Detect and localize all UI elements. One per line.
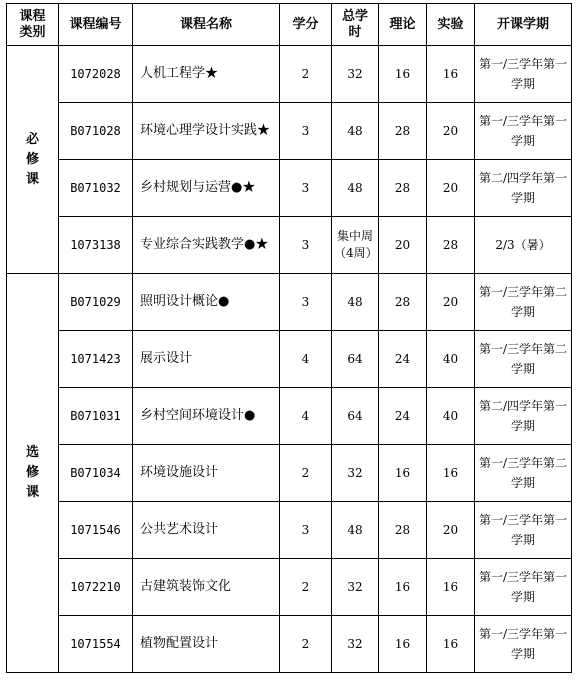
course-name: 植物配置设计 (133, 616, 280, 673)
course-code: B071029 (59, 274, 133, 331)
course-hours: 48 (332, 274, 379, 331)
course-theory: 16 (379, 445, 427, 502)
course-code: B071034 (59, 445, 133, 502)
course-code: 1071423 (59, 331, 133, 388)
course-code: 1072210 (59, 559, 133, 616)
course-credit: 2 (280, 445, 332, 502)
header-theory: 理论 (379, 4, 427, 46)
course-code: B071031 (59, 388, 133, 445)
course-lab: 16 (427, 616, 475, 673)
course-lab: 20 (427, 274, 475, 331)
table-row (7, 217, 572, 274)
course-credit: 4 (280, 388, 332, 445)
header-lab: 实验 (427, 4, 475, 46)
header-code: 课程编号 (59, 4, 133, 46)
table-row (7, 559, 572, 616)
course-lab: 20 (427, 103, 475, 160)
header-hours: 总学时 (332, 4, 379, 46)
table-row (7, 46, 572, 103)
course-name: 环境心理学设计实践★ (133, 103, 280, 160)
course-hours: 32 (332, 616, 379, 673)
course-code: 1073138 (59, 217, 133, 274)
course-code: B071028 (59, 103, 133, 160)
course-credit: 3 (280, 274, 332, 331)
course-credit: 2 (280, 616, 332, 673)
course-theory: 24 (379, 388, 427, 445)
course-code: 1072028 (59, 46, 133, 103)
course-code: 1071546 (59, 502, 133, 559)
course-credit: 3 (280, 217, 332, 274)
course-theory: 28 (379, 103, 427, 160)
course-theory: 16 (379, 616, 427, 673)
course-hours: 48 (332, 502, 379, 559)
course-semester: 第一/三学年第一学期 (475, 46, 572, 103)
course-theory: 24 (379, 331, 427, 388)
course-semester: 第一/三学年第一学期 (475, 502, 572, 559)
course-name: 乡村空间环境设计● (133, 388, 280, 445)
course-semester: 第一/三学年第二学期 (475, 274, 572, 331)
course-credit: 4 (280, 331, 332, 388)
table-row (7, 388, 572, 445)
header-credit: 学分 (280, 4, 332, 46)
course-credit: 2 (280, 46, 332, 103)
course-semester: 第一/三学年第二学期 (475, 445, 572, 502)
table-row (7, 274, 572, 331)
course-lab: 16 (427, 46, 475, 103)
category-cell-required: 必修课 (7, 46, 59, 274)
course-hours: 64 (332, 331, 379, 388)
course-hours: 48 (332, 103, 379, 160)
course-hours: 集中周（4周） (332, 217, 379, 274)
course-name: 专业综合实践教学●★ (133, 217, 280, 274)
course-code: B071032 (59, 160, 133, 217)
course-name: 乡村规划与运营●★ (133, 160, 280, 217)
course-hours: 64 (332, 388, 379, 445)
course-lab: 28 (427, 217, 475, 274)
category-cell-elective: 选修课 (7, 274, 59, 673)
course-lab: 20 (427, 160, 475, 217)
course-lab: 40 (427, 331, 475, 388)
course-semester: 第一/三学年第一学期 (475, 559, 572, 616)
course-name: 环境设施设计 (133, 445, 280, 502)
header-semester: 开课学期 (475, 4, 572, 46)
course-code: 1071554 (59, 616, 133, 673)
course-credit: 3 (280, 160, 332, 217)
course-semester: 2/3（暑） (475, 217, 572, 274)
header-name: 课程名称 (133, 4, 280, 46)
course-lab: 16 (427, 445, 475, 502)
course-credit: 3 (280, 103, 332, 160)
course-hours: 32 (332, 559, 379, 616)
table-row (7, 445, 572, 502)
course-semester: 第一/三学年第一学期 (475, 103, 572, 160)
header-category: 课程类别 (7, 4, 59, 46)
course-credit: 3 (280, 502, 332, 559)
course-table (6, 3, 572, 673)
table-row (7, 331, 572, 388)
course-name: 展示设计 (133, 331, 280, 388)
course-theory: 28 (379, 502, 427, 559)
course-lab: 20 (427, 502, 475, 559)
course-theory: 16 (379, 559, 427, 616)
course-lab: 40 (427, 388, 475, 445)
course-theory: 28 (379, 274, 427, 331)
course-lab: 16 (427, 559, 475, 616)
table-row (7, 502, 572, 559)
course-name: 照明设计概论● (133, 274, 280, 331)
table-row (7, 616, 572, 673)
course-semester: 第一/三学年第二学期 (475, 331, 572, 388)
header-row (7, 4, 572, 46)
course-hours: 48 (332, 160, 379, 217)
course-theory: 20 (379, 217, 427, 274)
course-theory: 28 (379, 160, 427, 217)
table-row (7, 103, 572, 160)
course-name: 人机工程学★ (133, 46, 280, 103)
table-row (7, 160, 572, 217)
course-semester: 第二/四学年第一学期 (475, 388, 572, 445)
course-theory: 16 (379, 46, 427, 103)
course-name: 古建筑装饰文化 (133, 559, 280, 616)
course-semester: 第一/三学年第一学期 (475, 616, 572, 673)
course-name: 公共艺术设计 (133, 502, 280, 559)
course-hours: 32 (332, 445, 379, 502)
course-semester: 第二/四学年第一学期 (475, 160, 572, 217)
course-credit: 2 (280, 559, 332, 616)
course-hours: 32 (332, 46, 379, 103)
